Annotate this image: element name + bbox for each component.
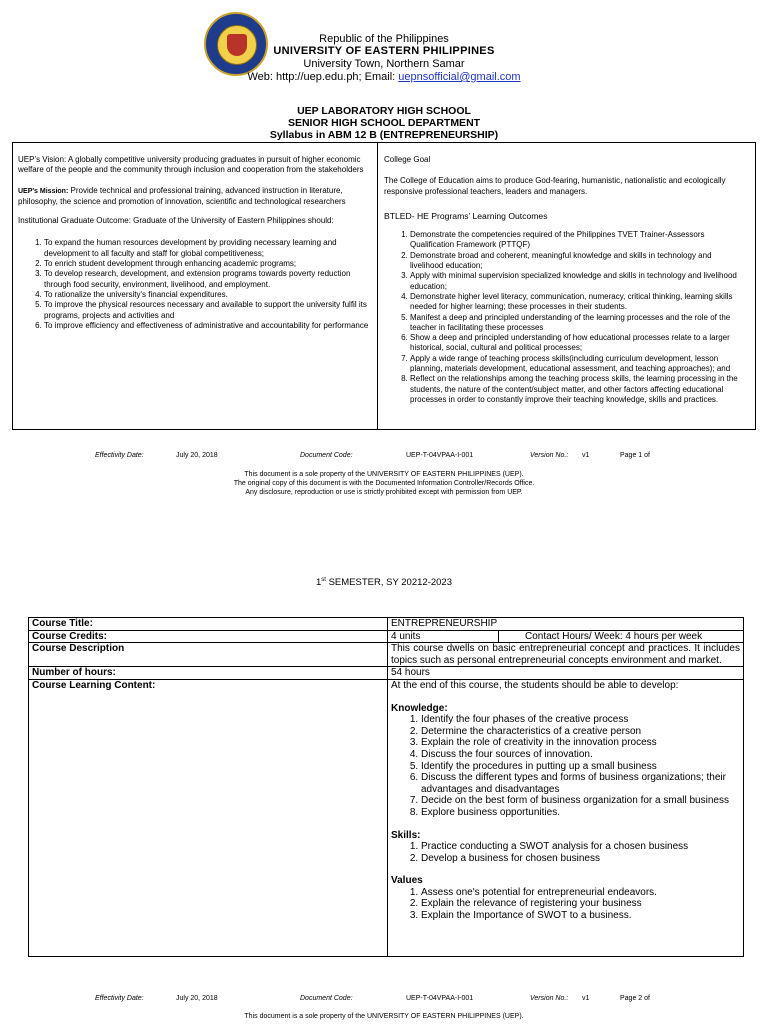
program-outcomes-list bbox=[384, 230, 746, 405]
course-credits-label: Course Credits: bbox=[29, 630, 388, 643]
knowledge-heading: Knowledge: bbox=[391, 702, 448, 714]
igo-list bbox=[18, 238, 370, 331]
list-item: 2. Explain the relevance of registering your business bbox=[421, 898, 740, 910]
list-item: 8. Reflect on the relationships among the teaching process skills, the learning processing in the students, the nature of the content/subject matter, and other factors affecting educational processes in order to constantly improve their teaching knowledge, skills and practices. bbox=[410, 374, 746, 405]
learning-intro: At the end of this course, the students should be able to develop: bbox=[391, 679, 679, 691]
igo-text: Institutional Graduate Outcome: Graduate of the University of Eastern Philippines should: bbox=[18, 216, 334, 226]
list-item: 5. To improve the physical resources necessary and available to support the university fulfil its programs, projects and activities and bbox=[44, 300, 370, 321]
table-row bbox=[29, 667, 744, 680]
course-title-label: Course Title: bbox=[29, 618, 388, 631]
number-of-hours-value: 54 hours bbox=[388, 667, 744, 680]
school-title: UEP LABORATORY HIGH SCHOOL bbox=[297, 105, 471, 117]
version-value-2: v1 bbox=[582, 995, 590, 1002]
mission-text bbox=[18, 186, 370, 208]
list-item: 4. Discuss the four sources of innovation. bbox=[421, 749, 740, 761]
list-item: 5. Manifest a deep and principled understanding of the learning processes and the role of the teacher in facilitating these processes bbox=[410, 313, 746, 334]
list-item: 6. To improve efficiency and effectiveness of administrative and accountability for performance bbox=[44, 321, 370, 331]
email-link[interactable]: uepnsofficial@gmail.com bbox=[398, 71, 521, 83]
notice-line-2: The original copy of this document is with the Documented Information Controller/Records Office. bbox=[233, 480, 535, 487]
list-item: 2. Develop a business for chosen business bbox=[421, 853, 740, 865]
knowledge-list bbox=[391, 714, 740, 818]
list-item: 1. Identify the four phases of the creative process bbox=[421, 714, 740, 726]
effectivity-label: Effectivity Date: bbox=[95, 452, 144, 459]
notice-line-3: Any disclosure, reproduction or use is strictly prohibited except with permission from UEP. bbox=[245, 489, 523, 496]
list-item: 7. Apply a wide range of teaching process skills(including curriculum development, lesson planning, materials development, educational assessment, and teaching approaches); and bbox=[410, 354, 746, 375]
values-list bbox=[391, 887, 740, 922]
course-credits-value bbox=[388, 630, 744, 643]
list-item: 6. Show a deep and principled understanding of how educational processes relate to a larger historical, social, cultural and political processes; bbox=[410, 333, 746, 354]
effectivity-date-2: July 20, 2018 bbox=[176, 995, 218, 1002]
program-outcomes-label: BTLED- HE Programs’ Learning Outcomes bbox=[384, 210, 548, 221]
contact-line bbox=[150, 71, 618, 84]
course-description-value: This course dwells on basic entrepreneurial concept and practices. It includes topics such as personal entrepreneurial concepts environment and market. bbox=[388, 643, 744, 667]
course-table bbox=[28, 617, 744, 957]
column-divider bbox=[377, 143, 378, 429]
notice-line-1-page-2: This document is a sole property of the UNIVERSITY OF EASTERN PHILIPPINES (UEP). bbox=[244, 1013, 524, 1020]
list-item: 7. Decide on the best form of business organization for a small business bbox=[421, 795, 740, 807]
credit-units: 4 units bbox=[388, 631, 499, 643]
republic-line: Republic of the Philippines bbox=[319, 33, 449, 45]
university-location: University Town, Northern Samar bbox=[303, 58, 465, 70]
mission-label: UEP's Mission: bbox=[18, 187, 69, 195]
list-item: 3. Explain the Importance of SWOT to a business. bbox=[421, 910, 740, 922]
document-code-label-2: Document Code: bbox=[300, 995, 353, 1002]
version-value: v1 bbox=[582, 452, 590, 459]
right-column bbox=[384, 155, 746, 405]
page-number: Page 1 of bbox=[620, 452, 650, 459]
page-number-2: Page 2 of bbox=[620, 995, 650, 1002]
syllabus-title: Syllabus in ABM 12 B (ENTREPRENEURSHIP) bbox=[269, 129, 499, 141]
list-item: 4. Demonstrate higher level literacy, communication, numeracy, critical thinking, learning skills needed for higher learning; these processes in their students. bbox=[410, 292, 746, 313]
contact-hours: Contact Hours/ Week: 4 hours per week bbox=[525, 630, 703, 642]
table-row bbox=[29, 630, 744, 643]
document-code: UEP-T-04VPAA-I-001 bbox=[406, 452, 474, 459]
table-row bbox=[29, 643, 744, 667]
list-item: 1. To expand the human resources development by providing necessary learning and development to all faculty and staff for global competitiveness; bbox=[44, 238, 370, 259]
list-item: 1. Practice conducting a SWOT analysis for a chosen business bbox=[421, 841, 740, 853]
list-item: 2. Determine the characteristics of a creative person bbox=[421, 726, 740, 738]
table-row bbox=[29, 618, 744, 631]
list-item: 2. To enrich student development through enhancing academic programs; bbox=[44, 259, 370, 269]
skills-list bbox=[391, 841, 740, 864]
vision-mission-box bbox=[12, 142, 756, 430]
list-item: 3. Explain the role of creativity in the innovation process bbox=[421, 737, 740, 749]
college-goal-text: The College of Education aims to produce God-fearing, humanistic, nationalistic and ecologically responsive professional teachers, leaders and managers. bbox=[384, 176, 726, 196]
table-row bbox=[29, 679, 744, 956]
list-item: 1. Demonstrate the competencies required of the Philippines TVET Trainer-Assessors Qualification Framework (PTTQF) bbox=[410, 230, 746, 251]
department-title: SENIOR HIGH SCHOOL DEPARTMENT bbox=[287, 117, 481, 129]
document-code-2: UEP-T-04VPAA-I-001 bbox=[406, 995, 474, 1002]
document-code-label: Document Code: bbox=[300, 452, 353, 459]
notice-line-1: This document is a sole property of the UNIVERSITY OF EASTERN PHILIPPINES (UEP). bbox=[244, 471, 524, 478]
number-of-hours-label: Number of hours: bbox=[29, 667, 388, 680]
effectivity-date: July 20, 2018 bbox=[176, 452, 218, 459]
list-item: 8. Explore business opportunities. bbox=[421, 807, 740, 819]
values-heading: Values bbox=[391, 875, 423, 887]
web-text: Web: http://uep.edu.ph; Email: bbox=[247, 71, 399, 83]
learning-content-value bbox=[388, 679, 744, 956]
course-title-value: ENTREPRENEURSHIP bbox=[388, 618, 744, 631]
list-item: 3. Apply with minimal supervision specialized knowledge and skills in technology and livelihood education; bbox=[410, 271, 746, 292]
effectivity-label-2: Effectivity Date: bbox=[95, 995, 144, 1002]
course-description-label: Course Description bbox=[29, 643, 388, 667]
list-item: 6. Discuss the different types and forms of business organizations; their advantages and disadvantages bbox=[421, 772, 740, 795]
version-label: Version No.: bbox=[530, 452, 569, 459]
version-label-2: Version No.: bbox=[530, 995, 569, 1002]
vision-text: UEP’s Vision: A globally competitive university producing graduates in pursuit of higher economic welfare of the people and the community through inclusion and cooperation from the stakeholders bbox=[18, 155, 364, 175]
learning-content-label: Course Learning Content: bbox=[29, 679, 388, 956]
list-item: 2. Demonstrate broad and coherent, meaningful knowledge and skills in technology and livelihood education; bbox=[410, 251, 746, 272]
list-item: 1. Assess one's potential for entrepreneurial endeavors. bbox=[421, 887, 740, 899]
list-item: 4. To rationalize the university's financial expenditures. bbox=[44, 290, 370, 300]
semester-heading: 1st SEMESTER, SY 20212-2023 bbox=[315, 577, 452, 589]
left-column bbox=[18, 155, 370, 331]
list-item: 5. Identify the procedures in putting up a small business bbox=[421, 761, 740, 773]
skills-heading: Skills: bbox=[391, 829, 421, 841]
mission-body: Provide technical and professional training, advanced instruction in literature, philosophy, the science and promotion of innovation, scientific and technological researchers bbox=[18, 185, 346, 206]
university-name: UNIVERSITY OF EASTERN PHILIPPINES bbox=[273, 45, 495, 57]
college-goal-label: College Goal bbox=[384, 155, 431, 164]
list-item: 3. To develop research, development, and extension programs towards poverty reduction through food security, environment, livelihood, and employment. bbox=[44, 269, 370, 290]
